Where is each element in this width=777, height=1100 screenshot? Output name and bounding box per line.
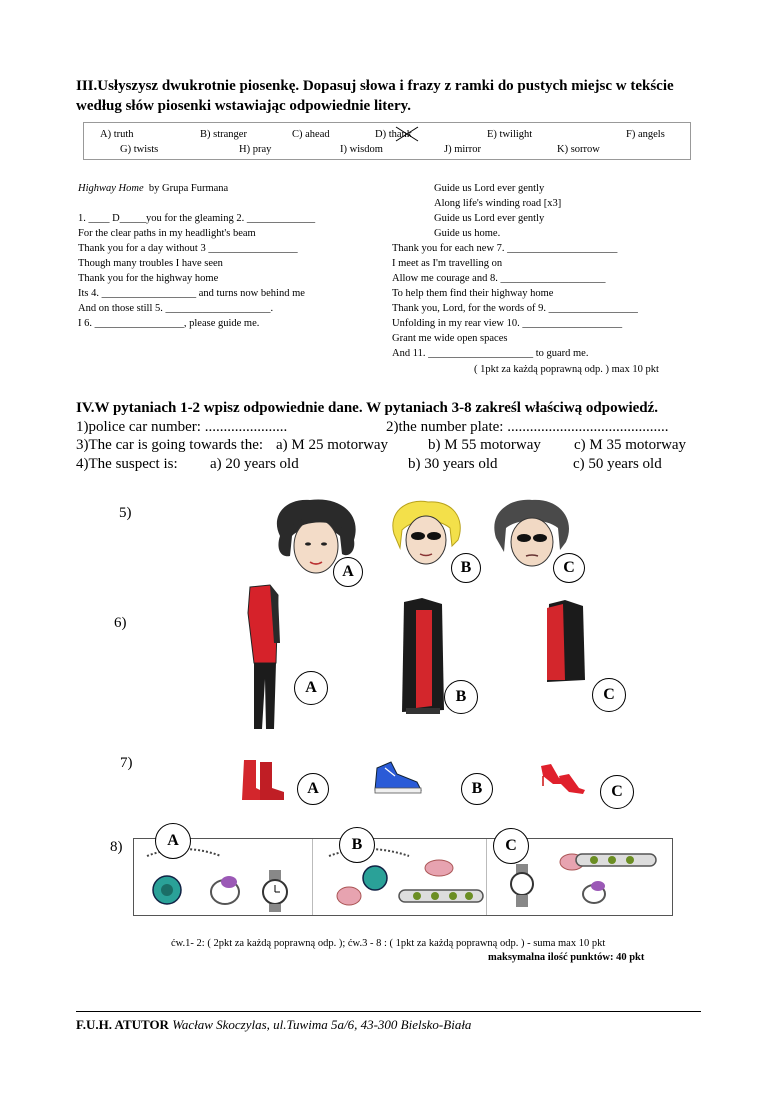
q7-option-c[interactable]: C [600,775,634,809]
song-line: Guide us home. [434,228,501,239]
question-4-option-b[interactable]: b) 30 years old [408,456,498,472]
question-7-number: 7) [120,755,133,771]
q5-option-a[interactable]: A [333,557,363,587]
red-boots-icon [240,758,286,802]
q5-option-c[interactable]: C [553,553,585,583]
option-c: C) ahead [292,129,330,140]
option-j: J) mirror [444,144,482,155]
question-3-option-a[interactable]: a) M 25 motorway [276,437,389,453]
song-line: Unfolding in my rear view 10. ___________________ [392,318,623,329]
section3-title-line1: III.Usłyszysz dwukrotnie piosenkę. Dopasuj słowa i frazy z ramki do pustych miejsc w tekście [76,78,674,94]
company-address: Wacław Skoczylas, ul.Tuwima 5a/6, 43-300 Bielsko-Biała [168,1017,472,1032]
black-red-coat-icon [398,598,448,718]
song-heading [78,181,228,196]
option-a: A) truth [100,129,134,140]
song-line: Though many troubles I have seen [78,258,223,269]
q8-option-c[interactable]: C [493,828,529,864]
song-line: Along life's winding road [x3] [434,198,562,209]
question-6-number: 6) [114,615,127,631]
footer-divider [76,1011,701,1012]
panel-divider [312,839,313,915]
section3-title [76,76,716,116]
song-line: Its 4. __________________ and turns now behind me [78,288,305,299]
option-e: E) twilight [487,129,533,140]
song-line: 1. ____ D_____you for the gleaming 2. _____________ [78,213,316,224]
song-line: I meet as I'm travelling on [392,258,503,269]
blue-sneaker-icon [373,760,423,796]
option-g: G) twists [120,144,159,155]
q7-option-a[interactable]: A [297,773,329,805]
song-line: To help them find their highway home [392,288,554,299]
option-d: D) thank [375,129,413,140]
song-line: Thank you, Lord, for the words of 9. _________________ [392,303,638,314]
section4-title: IV.W pytaniach 1-2 wpisz odpowiednie dane. W pytaniach 3-8 zakreśl właściwą odpowiedź. [76,400,659,416]
song-line: Allow me courage and 8. ____________________ [392,273,606,284]
song-line: Grant me wide open spaces [392,333,508,344]
option-i: I) wisdom [340,144,383,155]
song-line: Guide us Lord ever gently [434,213,545,224]
q8-option-a[interactable]: A [155,823,191,859]
q6-option-b[interactable]: B [444,680,478,714]
option-k: K) sorrow [557,144,600,155]
q5-option-b[interactable]: B [451,553,481,583]
song-left-column [78,211,315,331]
blonde-hair-face-icon [386,498,464,568]
company-footer [76,1017,471,1033]
song-line: Thank you for each new 7. _____________________ [392,243,618,254]
song-line: For the clear paths in my headlight's beam [78,228,256,239]
word-box [83,122,691,160]
q6-option-a[interactable]: A [294,671,328,705]
q8-option-b[interactable]: B [339,827,375,863]
question-5-number: 5) [119,505,132,521]
question-1: 1)police car number: ...................... [76,419,288,435]
option-f: F) angels [626,129,665,140]
option-b: B) stranger [200,129,247,140]
question-8-number: 8) [110,839,123,855]
option-h: H) pray [239,144,272,155]
question-2: 2)the number plate: ........................................... [386,419,669,435]
points-note: ćw.1- 2: ( 2pkt za każdą poprawną odp. ); ćw.3 - 8 : ( 1pkt za każdą poprawną odp. ) - suma max 10 pkt [171,938,606,949]
song-right-column [392,241,638,361]
song-line: I 6. _________________, please guide me. [78,318,260,329]
red-high-heels-icon [537,762,587,794]
red-black-jacket-icon [543,600,589,684]
company-name: F.U.H. ATUTOR [76,1017,169,1032]
q6-option-c[interactable]: C [592,678,626,712]
question-3-label: 3)The car is going towards the: [76,437,264,453]
song-title: Highway Home [78,183,144,194]
song-line: Thank you for the highway home [78,273,219,284]
song-chorus [434,181,561,241]
crossed-out-icon [394,126,420,142]
question-3-option-c[interactable]: c) M 35 motorway [574,437,687,453]
q7-option-b[interactable]: B [461,773,493,805]
max-points: maksymalna ilość punktów: 40 pkt [488,952,645,963]
question-4-label: 4)The suspect is: [76,456,178,472]
red-jacket-black-trousers-icon [240,583,290,733]
song-line: And on those still 5. ____________________. [78,303,274,314]
song-line: Guide us Lord ever gently [434,183,545,194]
song-author: by Grupa Furmana [148,183,229,194]
song-line: And 11. ____________________ to guard me. [392,348,589,359]
section3-points: ( 1pkt za każdą poprawną odp. ) max 10 pkt [474,364,659,375]
song-line: Thank you for a day without 3 _________________ [78,243,298,254]
question-4-option-c[interactable]: c) 50 years old [573,456,662,472]
question-3-option-b[interactable]: b) M 55 motorway [428,437,541,453]
section3-title-line2: według słów piosenki wstawiając odpowiednie litery. [76,98,412,114]
question-4-option-a[interactable]: a) 20 years old [210,456,299,472]
